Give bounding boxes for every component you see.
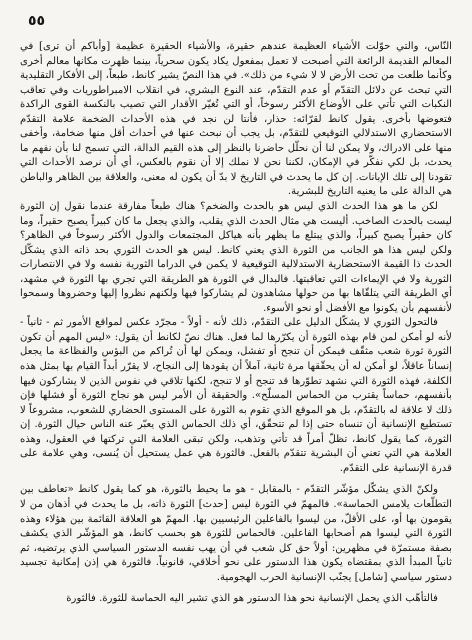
body-text [20,40,452,607]
paragraph-1: النّاس، والتي حوّلت الأشياء العظيمة عندهم حقيرة، والأشياء الحقيرة عظيمة [وأباكم أن ترى] في المعالم القديمة الرائعة التي أصبحت لا تعمل بمفعول يكاد يكون سحرياً، بينما ظهرت مكانها معالم أخرى وكأنما طلعت من تحت الأرض لا لا شيء من ذلك». في هذا النصّ يشير كانط، طبعاً، إلى الأفكار التقليدية التي تبحث عن دلائل التقدّم أو عدم التقدّم، عند النوع البشري، في انقلاب الامبراطوريات وفي تعاقب النكبات التي تأتي على الأوضاع الأكثر رسوخاً، أو التي تُغيّر الأقدار التي تصيب بالنكسة القوى الراكدة فتعوضها بأخرى. يقول كانط لقرّائه: حذار، فأنتا لن نجد في هذه الأحداث الضخمة علامة التقدّم الاستحضاري الاستدلالي التوقيعي للتقدّم، بل يجب أن نبحث عنها في أحداث أقل منها ضخامة، وأخفى منها على الادراك، ولا يمكن لنا أن نحلّل حاضرنا بالنظر إلى هذه القيم الدالة، التي تسمح لنا بأن نفهم ما يحدث، بل لكي نفكّر في الإمكان، لكننا نحن لا نملك إلا أن نقوم بالعكس، أي أن نرصد الأحداث التي تقودنا إلى تلك الإبانات. إن كل ما يحدث في التاريخ لا بدّ أن يكون له معنى، والعلاقة بين الظاهر والباطن هي الدالة على ما يعنيه التاريخ للبشرية. [20,41,452,198]
page-number: ٥٥ [28,13,46,29]
paragraph-4: ولكنّ الذي يشكّل مؤشّر التقدّم - بالمقابل - هو ما يحيط بالثورة، هو كما يقول كانط «تعاطف بين التطلّعات يلامس الحماسة». فالمهمّ في الثورة ليس [حدث] الثورة ذاته، بل ما يحدث في أذهان من لا يقومون بها أو، على الأقلّ، من ليسوا بالفاعلين الرئيسيين بها. المهمّ هو العلاقة القائمة بين هؤلاء وهذه الثورة التي ليسوا هم أصحابها الفاعلين. فالحماس للثورة هو بحسب كانط، هو المؤشّر الذي يكشف بصفة مستمرّة في مظهرين: أولاً حق كل شعب في أن يهب نفسه الدستور السياسي الذي يرتضيه، ثم ثانياً المبدأ الذي بمقتضاه يكون هذا الدستور على نحو أخلاقي، قانونياً. فالثورة هي إذن إمكانية تجسيد دستور سياسي [شامل] يجنّب الإنسانية الحرب الهجومية. [20,484,452,583]
paragraph-3: فالتحول الثوري لا يشكّل الدليل على التقدّم، ذلك لأنه - أولاً - مجرّد عكس لمواقع الأمور ثم - ثانياً - لأنه لو أمكن لمن قام بهذه الثورة أن يكرّرها لما فعل. هناك نصّ لكانط أن يقول: «ليس المهم أن تكون الثورة ثورة شعب مثقّف فيمكن أن تنجح أو تفشل، ويمكن لها أن تُراكم من البؤس والفظاعة ما يجعل إنساناً عاقلاً، لو أمكن له أن يحقّقها مرة ثانية، آملاً أن يقودها إلى النجاح، لا يقرّر أبداً القيام بها بمثل هذه الكلفة، فهذه الثورة التي نشهد تطوّرها قد تنجح أو لا تنجح، لكنها تلاقي في نفوس الذين لا يشاركون فيها بأنفسهم، حماساً يقترب من الحماس المسلّح». والحقيقة أن الأمر ليس هو نجاح الثورة أو فشلها فإن ذلك لا علاقة له بالتقدّم، بل هو الموقع الذي تقوم به الثورة على المستوى الحضاري للشعوب، مشروعاً لا تستطيع الإنسانية أن تنساه حتى إذا لم تتحقّق، أي ذلك الحماس الذي يعبّر عنه الناس حيال الثورة. إن الثورة، كما يقول كانط، تظلّ أمراً قد تأتي وتذهب، ولكن تبقى العلامة التي تركتها في العقول، وهذه العلامة هي التي تعني أن البشرية تتقدّم بالفعل. فالثورة هي عمل يستحيل أن يُنسى، وهي علامة على قدرة الإنسانية على التقدّم. [20,317,452,474]
paragraph-2: لكن ما هو هذا الحدث الذي ليس هو بالحدث والضخم؟ هناك طبعاً مفارقة عندما نقول إن الثورة ليست بالحدث الصاخب. أليست هي مثال الحدث الذي يقلب، والذي يجعل ما كان كبيراً يصبح حقيراً، وما كان حقيراً يصبح كبيراً، والذي يبتلع ما يظهر بأنه هياكل المجتمعات والدول الأكثر رسوخاً في الظاهر؟ ولكن ليس هذا هو الجانب من الثورة الذي يعني كانط. ليس هو الحدث الثوري بحد ذاته الذي يشكّل الحدث ذا القيمة الاستحضارية الاستدلالية التوقيعية لا يكمن في الدراما الثورية نفسه ولا في الانتصارات الثورية ولا في الإيماءات التي تعاقبتها. فالبدال في الثورة هو الطريقة التي تجري بها الثورة في مشهد، أي الطريقة التي يتلقّاها بها من حولها مشاهدون لم يشاركوا فيها ولكنهم نظروا إليها وحضروها وسمحوا لأنفسهم بأن يكونوا مع الأفضل أو نحو الأسوء. [20,201,452,314]
paragraph-5: فالتأهّب الذي يحمل الإنسانية نحو هذا الدستور هو الذي تشير اليه الحماسة للثورة. فالثورة [66,593,438,605]
